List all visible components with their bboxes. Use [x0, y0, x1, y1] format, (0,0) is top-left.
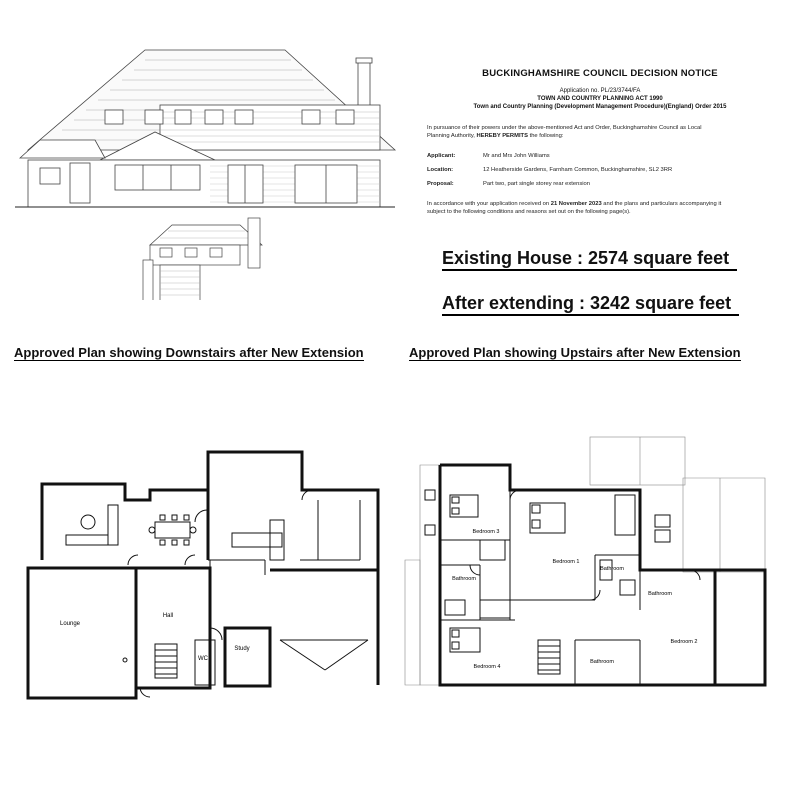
room-label-bathroom-right: Bathroom: [648, 591, 672, 597]
after-extending-size: After extending : 3242 square feet: [442, 293, 739, 316]
notice-intro: [427, 124, 782, 140]
upstairs-plan-title: Approved Plan showing Upstairs after New Extension: [409, 345, 741, 360]
room-label-bedroom-3: Bedroom 3: [472, 529, 500, 535]
closing-suffix: and the plans and particulars accompanying it: [601, 201, 722, 207]
notice-closing: [427, 200, 782, 216]
proposal-row: [427, 181, 590, 187]
downstairs-floor-plan: [0, 430, 400, 730]
application-number: Application no. PL/23/3744/FA: [559, 88, 641, 94]
downstairs-plan-title: Approved Plan showing Downstairs after New Extension: [14, 345, 364, 360]
room-label-bedroom-1: Bedroom 1: [552, 559, 580, 565]
proposal-label: Proposal:: [427, 181, 454, 187]
room-label-bedroom-4: Bedroom 4: [473, 664, 501, 670]
act-title: TOWN AND COUNTRY PLANNING ACT 1990: [537, 96, 663, 102]
applicant-value: Mr and Mrs John Williams: [483, 153, 550, 159]
notice-title: BUCKINGHAMSHIRE COUNCIL DECISION NOTICE: [482, 68, 718, 79]
room-label-wc: WC: [198, 656, 208, 662]
applicant-label: Applicant:: [427, 153, 456, 159]
order-title: Town and Country Planning (Development Management Procedure)(England) Order 2015: [473, 104, 727, 110]
upstairs-floor-plan: [400, 430, 800, 730]
intro-suffix: the following:: [527, 133, 564, 139]
received-date: 21 November 2023: [550, 201, 602, 207]
room-label-bedroom-2: Bedroom 2: [670, 639, 698, 645]
room-label-study: Study: [234, 646, 250, 652]
proposal-value: Part two, part single storey rear extension: [483, 181, 590, 187]
applicant-row: [427, 153, 550, 159]
intro-prefix: Planning Authority,: [427, 133, 477, 139]
rear-elevation-drawing: [0, 0, 400, 300]
location-row: [427, 167, 672, 173]
room-label-bathroom-left: Bathroom: [452, 576, 476, 582]
location-label: Location:: [427, 167, 454, 173]
room-label-bathroom-bottom: Bathroom: [590, 659, 614, 665]
room-label-lounge: Lounge: [59, 621, 81, 627]
room-label-bathroom-ensuite: Bathroom: [600, 566, 624, 572]
location-value: 12 Heatherside Gardens, Farnham Common, Buckinghamshire, SL2 3RR: [483, 167, 673, 173]
closing-line-1: [427, 200, 782, 208]
intro-line-1: In pursuance of their powers under the above-mentioned Act and Order, Buckinghamshire Council as Local: [427, 125, 702, 131]
room-label-hall: Hall: [162, 613, 174, 619]
intro-line-2: [427, 132, 782, 140]
closing-line-2: subject to the following conditions and reasons set out on the following page(s).: [427, 209, 631, 215]
existing-house-size: Existing House : 2574 square feet: [442, 248, 737, 271]
closing-prefix: In accordance with your application received on: [427, 201, 551, 207]
hereby-permits: HEREBY PERMITS: [476, 133, 528, 139]
